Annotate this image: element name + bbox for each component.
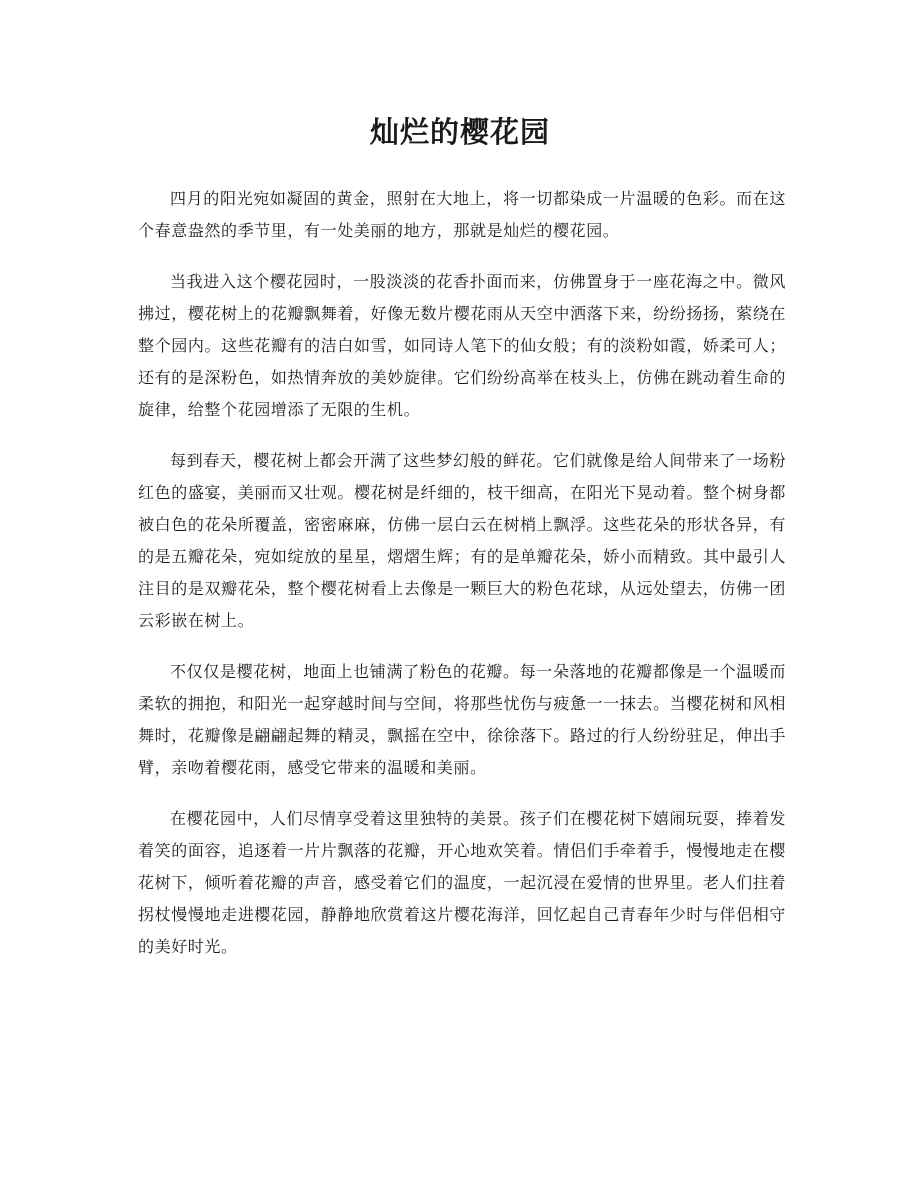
document-body (138, 183, 786, 982)
paragraph-3: 每到春天，樱花树上都会开满了这些梦幻般的鲜花。它们就像是给人间带来了一场粉红色的盛宴，美丽而又壮观。樱花树是纤细的，枝干细高，在阳光下晃动着。整个树身都被白色的花朵所覆盖，密密麻麻，仿佛一层白云在树梢上飘浮。这些花朵的形状各异，有的是五瓣花朵，宛如绽放的星星，熠熠生辉；有的是单瓣花朵，娇小而精致。其中最引人注目的是双瓣花朵，整个樱花树看上去像是一颗巨大的粉色花球，从远处望去，仿佛一团云彩嵌在树上。 (138, 451, 786, 630)
paragraph-4: 不仅仅是樱花树，地面上也铺满了粉色的花瓣。每一朵落地的花瓣都像是一个温暖而柔软的拥抱，和阳光一起穿越时间与空间，将那些忧伤与疲惫一一抹去。当樱花树和风相舞时，花瓣像是翩翩起舞的精灵，飘摇在空中，徐徐落下。路过的行人纷纷驻足，伸出手臂，亲吻着樱花雨，感受它带来的温暖和美丽。 (138, 662, 786, 777)
paragraph-5: 在樱花园中，人们尽情享受着这里独特的美景。孩子们在樱花树下嬉闹玩耍，捧着发着笑的面容，追逐着一片片飘落的花瓣，开心地欢笑着。情侣们手牵着手，慢慢地走在樱花树下，倾听着花瓣的声音，感受着它们的温度，一起沉浸在爱情的世界里。老人们拄着拐杖慢慢地走进樱花园，静静地欣赏着这片樱花海洋，回忆起自己青春年少时与伴侣相守的美好时光。 (138, 809, 786, 956)
paragraph-2: 当我进入这个樱花园时，一股淡淡的花香扑面而来，仿佛置身于一座花海之中。微风拂过，樱花树上的花瓣飘舞着，好像无数片樱花雨从天空中洒落下来，纷纷扬扬，萦绕在整个园内。这些花瓣有的洁白如雪，如同诗人笔下的仙女般；有的淡粉如霞，娇柔可人；还有的是深粉色，如热情奔放的美妙旋律。它们纷纷高举在枝头上，仿佛在跳动着生命的旋律，给整个花园增添了无限的生机。 (138, 272, 786, 419)
document-title: 灿烂的樱花园 (369, 115, 550, 149)
paragraph-1: 四月的阳光宛如凝固的黄金，照射在大地上，将一切都染成一片温暖的色彩。而在这个春意盎然的季节里，有一处美丽的地方，那就是灿烂的樱花园。 (138, 189, 786, 240)
